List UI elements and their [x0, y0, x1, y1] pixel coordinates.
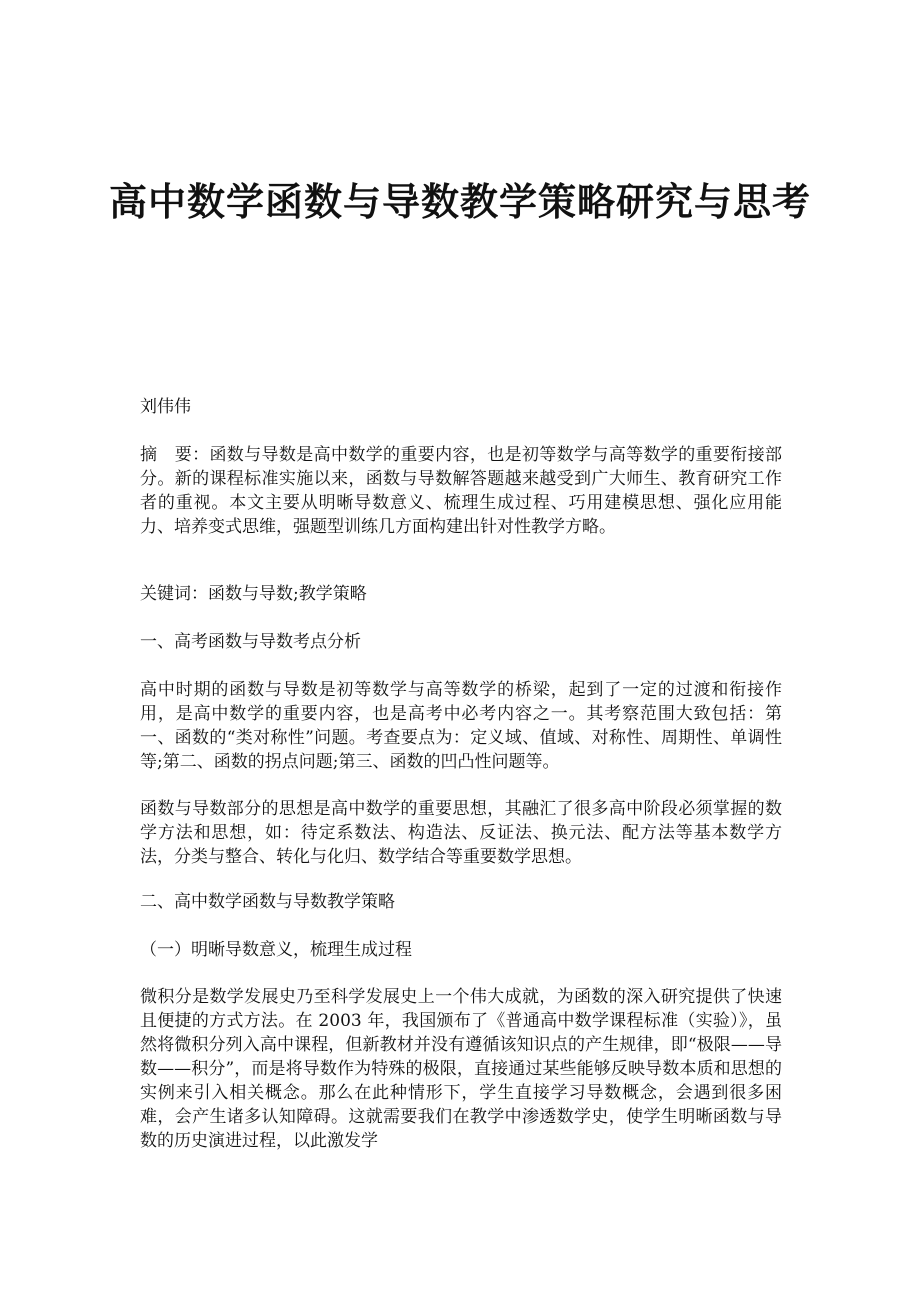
section1-paragraph-2: 函数与导数部分的思想是高中数学的重要思想，其融汇了很多高中阶段必须掌握的数学方法和思想，如：待定系数法、构造法、反证法、换元法、配方法等基本数学方法，分类与整合、转化与化归、数学结合等重要数学思想。: [140, 799, 782, 867]
subsection1-heading: （一）明晰导数意义，梳理生成过程: [140, 940, 412, 960]
section2-heading: 二、高中数学函数与导数教学策略: [140, 892, 395, 912]
abstract-paragraph: 摘 要：函数与导数是高中数学的重要内容，也是初等数学与高等数学的重要衔接部分。新的课程标准实施以来，函数与导数解答题越来越受到广大师生、教育研究工作者的重视。本文主要从明晰导数意义、梳理生成过程、巧用建模思想、强化应用能力、培养变式思维，强题型训练几方面构建出针对性教学方略。: [140, 445, 782, 537]
subsection1-paragraph-1: 微积分是数学发展史乃至科学发展史上一个伟大成就，为函数的深入研究提供了快速且便捷的方式方法。在 2003 年，我国颁布了《普通高中数学课程标准（实验）》，虽然将微积分列入高中课程，但新教材并没有遵循该知识点的产生规律，即“极限——导数——积分”，而是将导数作为特殊的极限，直接通过某些能够反映导数本质和思想的实例来引入相关概念。那么在此种情形下，学生直接学习导数概念，会遇到很多困难，会产生诸多认知障碍。这就需要我们在教学中渗透数学史，使学生明晰函数与导数的历史演进过程，以此激发学: [140, 987, 782, 1151]
author-name: 刘伟伟: [140, 397, 191, 417]
keywords-line: 关键词：函数与导数;教学策略: [140, 584, 367, 604]
document-title: 高中数学函数与导数教学策略研究与思考: [108, 179, 811, 224]
section1-paragraph-1: 高中时期的函数与导数是初等数学与高等数学的桥梁，起到了一定的过渡和衔接作用，是高中数学的重要内容，也是高考中必考内容之一。其考察范围大致包括：第一、函数的“类对称性”问题。考查要点为：定义域、值域、对称性、周期性、单调性等;第二、函数的拐点问题;第三、函数的凹凸性问题等。: [140, 680, 782, 772]
section1-heading: 一、高考函数与导数考点分析: [140, 632, 361, 652]
